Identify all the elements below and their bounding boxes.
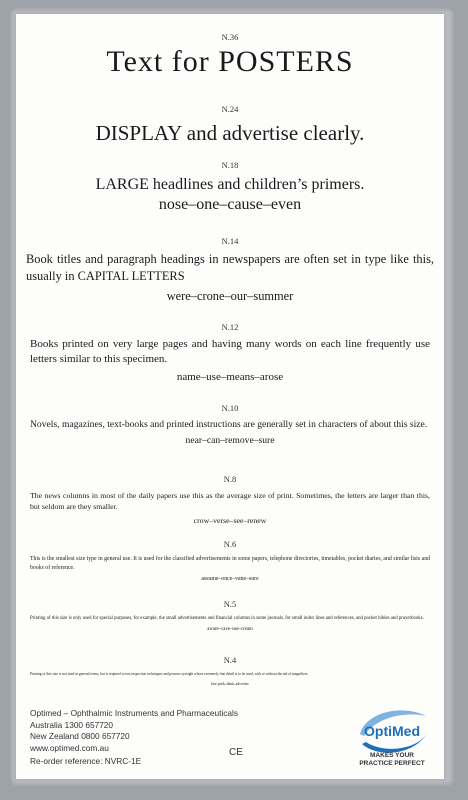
sample-words: name–use–means–arose [176, 371, 284, 383]
sample-text: The news columns in most of the daily papers use this as the average size of print. Sometimes, the letters are larger than this, but seldom are they smaller. [30, 491, 430, 511]
section-n4 [16, 655, 444, 687]
sample-words: crow–verse–see–renew [193, 516, 267, 525]
section-n18 [16, 160, 444, 215]
sample-text: This is the smallest size type in general use. It is used for the classified advertisements in some papers, telephone directories, timetables, pocket diaries, and similar lists and books of reference. [30, 556, 430, 571]
size-label: N.10 [221, 403, 239, 413]
sample-words: assume–once–vane–sure [201, 576, 259, 582]
reading-chart-card [16, 14, 444, 779]
sample-words: aware–cave–use–cream [207, 627, 253, 632]
sample-text: Novels, magazines, text-books and printed instructions are generally set in characters of about this size. [30, 419, 428, 430]
sample-words: nose–one–cause–even [158, 196, 302, 213]
section-n14 [16, 236, 444, 305]
size-label: N.24 [221, 104, 239, 114]
section-n10 [16, 403, 444, 447]
section-n6 [16, 539, 444, 584]
sample-text: Books printed on very large pages and having many words on each line frequently use letters similar to this specimen. [30, 338, 430, 365]
sample-text: LARGE headlines and children’s primers. [95, 176, 365, 193]
size-label: N.14 [221, 236, 239, 246]
tagline-line-1: MAKES YOUR [370, 752, 414, 759]
size-label: N.36 [221, 32, 239, 42]
sample-text: DISPLAY and advertise clearly. [95, 121, 365, 145]
size-label: N.6 [223, 539, 237, 549]
size-label: N.8 [223, 474, 237, 484]
sample-words: near–can–remove–sure [185, 435, 275, 446]
sample-text: Printing of this size is not used in general terms, but is required to test inspection techniques and persons eyesight whose extremely fine detail is to be used, with or without the aid of magnifiers. [30, 672, 309, 676]
tagline-line-2: PRACTICE PERFECT [359, 760, 425, 767]
phone-nz: New Zealand 0800 657720 [30, 731, 130, 742]
logo-text: OptiMed [364, 723, 420, 739]
size-label: N.4 [223, 655, 237, 665]
sample-text: Book titles and paragraph headings in newspapers are often set in type like this, usually in CAPITAL LETTERS [26, 252, 434, 283]
sample-text: Printing of this size is only used for special purposes, for example, the small advertisements and financial columns in some journals, for small index lines and references, and pocket bibles and prayerbooks. [30, 616, 424, 621]
size-label: N.18 [221, 160, 239, 170]
size-label: N.12 [221, 322, 239, 332]
section-n12 [16, 322, 444, 385]
size-label: N.5 [223, 599, 237, 609]
phone-australia: Australia 1300 657720 [30, 719, 114, 730]
sample-text: Text for POSTERS [106, 45, 354, 78]
section-n8 [16, 474, 444, 526]
reorder-reference: Re-order reference: NVRC-1E [30, 756, 142, 767]
company-info [30, 708, 280, 768]
ce-mark: CE [229, 747, 243, 758]
section-n36 [16, 32, 444, 80]
sample-words: were–crone–our–summer [166, 289, 294, 303]
section-n24 [16, 104, 444, 146]
tagline [352, 752, 432, 768]
sample-words: kite–pink–think–advertise [211, 681, 249, 686]
website: www.optimed.com.au [30, 742, 109, 753]
company-name: Optimed – Ophthalmic Instruments and Pharmaceuticals [30, 708, 238, 718]
section-n5 [16, 599, 444, 633]
